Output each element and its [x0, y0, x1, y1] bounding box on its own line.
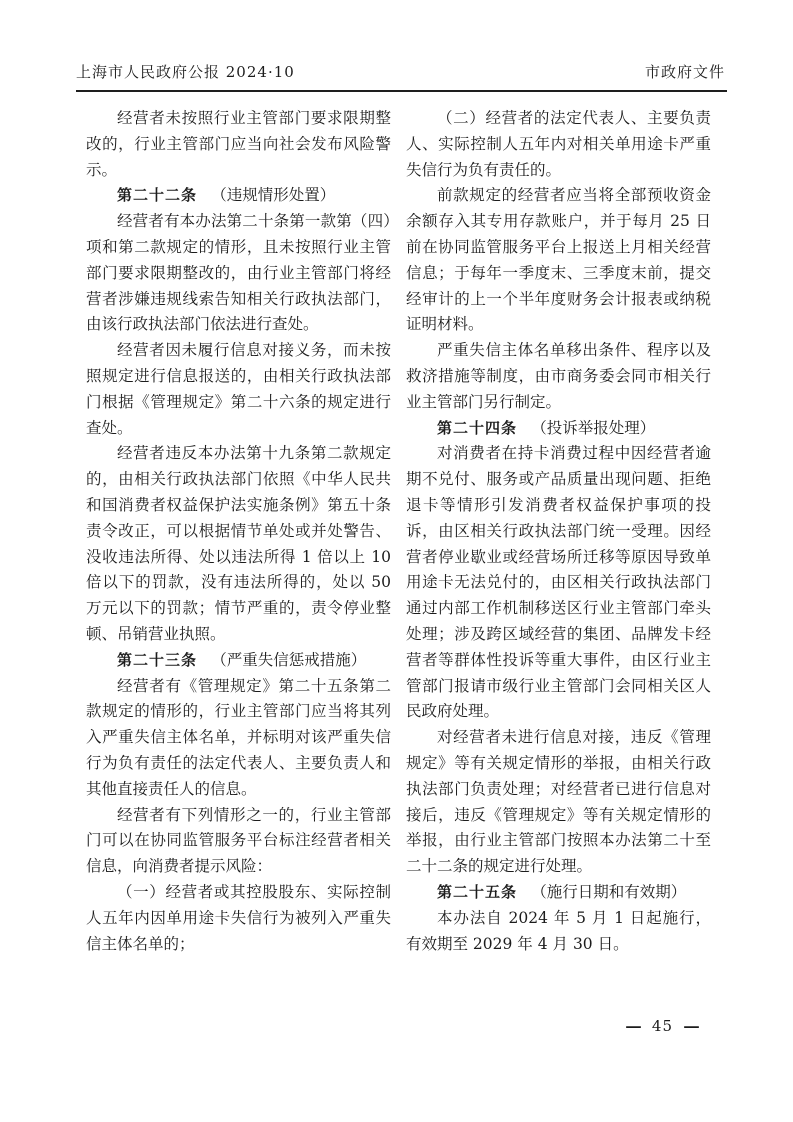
article-title: （施行日期和有效期） [531, 882, 687, 901]
article-number: 第二十四条 [437, 418, 518, 437]
paragraph: 经营者有下列情形之一的，行业主管部门可以在协同监管服务平台标注经营者相关信息，向消费者提示风险： [86, 805, 391, 876]
page-number: 45 [651, 1017, 673, 1035]
paragraph: 经营者有本办法第二十条第一款第（四）项和第二款规定的情形，且未按照行业主管部门要求限期整改的，由行业主管部门将经营者涉嫌违规线索告知相关行政执法部门，由该行政执法部门依法进行查处。 [86, 212, 391, 334]
paragraph: （一）经营者或其控股股东、实际控制人五年内因单用途卡失信行为被列入严重失信主体名单的； [86, 882, 391, 953]
paragraph: 对消费者在持卡消费过程中因经营者逾期不兑付、服务或产品质量出现问题、拒绝退卡等情形引发消费者权益保护事项的投诉，由区相关行政执法部门统一受理。因经营者停业歇业或经营场所迁移等原因导致单用途卡无法兑付的，由区相关行政执法部门通过内部工作机制移送区行业主管部门牵头处理；涉及跨区域经营的集团、品牌发卡经营者等群体性投诉等重大事件，由区行业主管部门报请市级行业主管部门会同相关区人民政府处理。 [406, 444, 711, 721]
paragraph: 经营者违反本办法第十九条第二款规定的，由相关行政执法部门依照《中华人民共和国消费者权益保护法实施条例》第五十条责令改正，可以根据情节单处或并处警告、没收违法所得、处以违法所得 1 倍以上 10 倍以下的罚款，没有违法所得的，处以 50 万元以下的罚款；情节严重的，责令停业整顿、吊销营业执照。 [86, 444, 391, 643]
article-heading [406, 416, 711, 442]
page-footer [626, 1017, 699, 1035]
article-number: 第二十二条 [117, 186, 198, 205]
gazette-title: 上海市人民政府公报 2024·10 [76, 63, 295, 81]
running-header [76, 61, 725, 82]
article-heading [406, 880, 711, 906]
paragraph: 经营者有《管理规定》第二十五条第二款规定的情形的，行业主管部门应当将其列入严重失信主体名单，并标明对该严重失信行为负有责任的法定代表人、主要负责人和其他直接责任人的信息。 [86, 676, 391, 798]
paragraph: 经营者因未履行信息对接义务，而未按照规定进行信息报送的，由相关行政执法部门根据《管理规定》第二十六条的规定进行查处。 [86, 341, 391, 437]
paragraph: 经营者未按照行业主管部门要求限期整改的，行业主管部门应当向社会发布风险警示。 [86, 109, 391, 179]
document-body [86, 106, 711, 957]
paragraph: （二）经营者的法定代表人、主要负责人、实际控制人五年内对相关单用途卡严重失信行为负有责任的。 [406, 109, 711, 179]
section-label: 市政府文件 [644, 63, 725, 81]
header-divider [76, 90, 727, 92]
footer-left-dash: — [625, 1017, 642, 1035]
left-column [86, 106, 391, 957]
article-heading [86, 183, 391, 209]
right-column [406, 106, 711, 957]
article-number: 第二十三条 [117, 650, 198, 669]
article-title: （严重失信惩戒措施） [211, 650, 367, 669]
paragraph: 前款规定的经营者应当将全部预收资金余额存入其专用存款账户，并于每月 25 日前在协同监管服务平台上报送上月相关经营信息；于每年一季度末、三季度末前，提交经审计的上一个半年度财务会计报表或纳税证明材料。 [406, 186, 711, 334]
paragraph: 本办法自 2024 年 5 月 1 日起施行，有效期至 2029 年 4 月 30 日。 [406, 908, 711, 953]
article-title: （违规情形处置） [211, 186, 336, 205]
article-heading [86, 648, 391, 674]
footer-right-dash: — [683, 1017, 700, 1035]
paragraph: 对经营者未进行信息对接，违反《管理规定》等有关规定情形的举报，由相关行政执法部门负责处理；对经营者已进行信息对接后，违反《管理规定》等有关规定情形的举报，由行业主管部门按照本办法第二十至二十二条的规定进行处理。 [406, 728, 711, 876]
article-number: 第二十五条 [437, 882, 518, 901]
paragraph: 严重失信主体名单移出条件、程序以及救济措施等制度，由市商务委会同市相关行业主管部门另行制定。 [406, 341, 711, 411]
article-title: （投诉举报处理） [531, 418, 656, 437]
